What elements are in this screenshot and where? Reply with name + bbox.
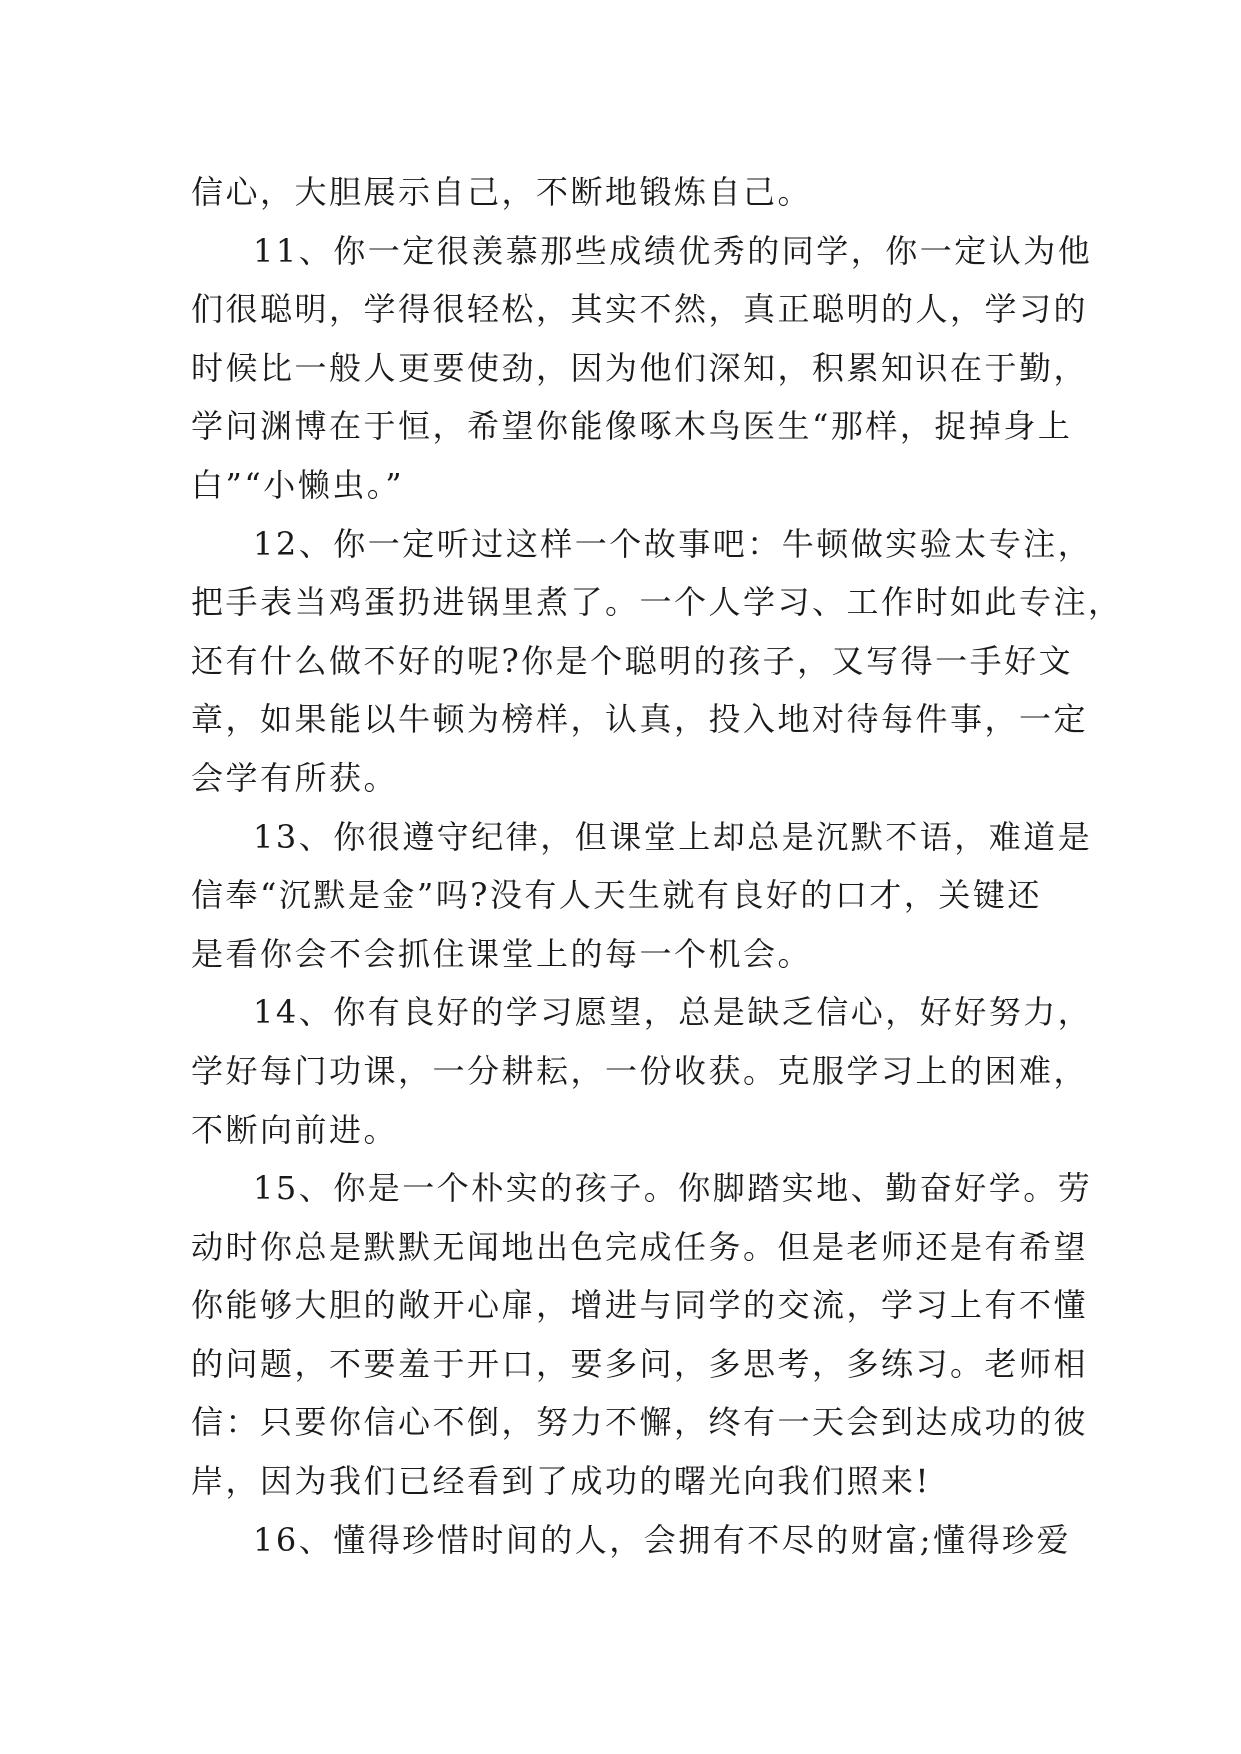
text-line: 15、你是一个朴实的孩子。你脚踏实地、勤奋好学。劳 <box>253 1169 1093 1208</box>
text-line: 13、你很遵守纪律，但课堂上却总是沉默不语，难道是 <box>253 817 1093 856</box>
text-line: 会学有所获。 <box>191 758 399 797</box>
text-line: 是看你会不会抓住课堂上的每一个机会。 <box>191 934 813 973</box>
text-line: 还有什么做不好的呢?你是个聪明的孩子，又写得一手好文 <box>191 641 1074 680</box>
text-line: 白”“小懒虫。” <box>191 465 405 504</box>
text-line: 信：只要你信心不倒，努力不懈，终有一天会到达成功的彼 <box>191 1403 1089 1442</box>
text-line: 章，如果能以牛顿为榜样，认真，投入地对待每件事，一定 <box>191 700 1089 739</box>
paragraph-14 <box>191 983 1093 1159</box>
text-line: 学好每门功课，一分耕耘，一份收获。克服学习上的困难， <box>191 1051 1089 1090</box>
text-line: 把手表当鸡蛋扔进锅里煮了。一个人学习、工作时如此专注， <box>191 583 1123 622</box>
paragraph-continuation <box>191 163 1071 222</box>
text-line: 12、你一定听过这样一个故事吧：牛顿做实验太专注， <box>253 524 1093 563</box>
text-line: 学问渊博在于恒，希望你能像啄木鸟医生“那样，捉掉身上 <box>191 407 1073 446</box>
paragraph-15 <box>191 1159 1093 1511</box>
text-line: 动时你总是默默无闻地出色完成任务。但是老师还是有希望 <box>191 1227 1089 1266</box>
text-line: 们很聪明，学得很轻松，其实不然，真正聪明的人，学习的 <box>191 290 1089 329</box>
paragraph-12 <box>191 515 1123 808</box>
text-line: 的问题，不要羞于开口，要多问，多思考，多练习。老师相 <box>191 1344 1089 1383</box>
text-line: 信心，大胆展示自己，不断地锻炼自己。 <box>191 173 813 211</box>
body-text <box>191 163 1123 1569</box>
text-line: 你能够大胆的敞开心扉，增进与同学的交流，学习上有不懂 <box>191 1286 1089 1325</box>
text-line: 不断向前进。 <box>191 1110 399 1149</box>
paragraph-13 <box>191 808 1093 984</box>
text-line: 时候比一般人更要使劲，因为他们深知，积累知识在于勤， <box>191 348 1089 387</box>
text-line: 信奉“沉默是金”吗?没有人天生就有良好的口才，关键还 <box>191 876 1042 915</box>
paragraph-11 <box>191 222 1093 515</box>
text-line: 11、你一定很羡慕那些成绩优秀的同学，你一定认为他 <box>253 231 1093 270</box>
text-line: 16、懂得珍惜时间的人，会拥有不尽的财富;懂得珍爱 <box>253 1520 1072 1559</box>
text-line: 岸，因为我们已经看到了成功的曙光向我们照来! <box>191 1462 931 1501</box>
text-line: 14、你有良好的学习愿望，总是缺乏信心，好好努力， <box>253 993 1093 1032</box>
paragraph-16 <box>191 1511 1071 1570</box>
